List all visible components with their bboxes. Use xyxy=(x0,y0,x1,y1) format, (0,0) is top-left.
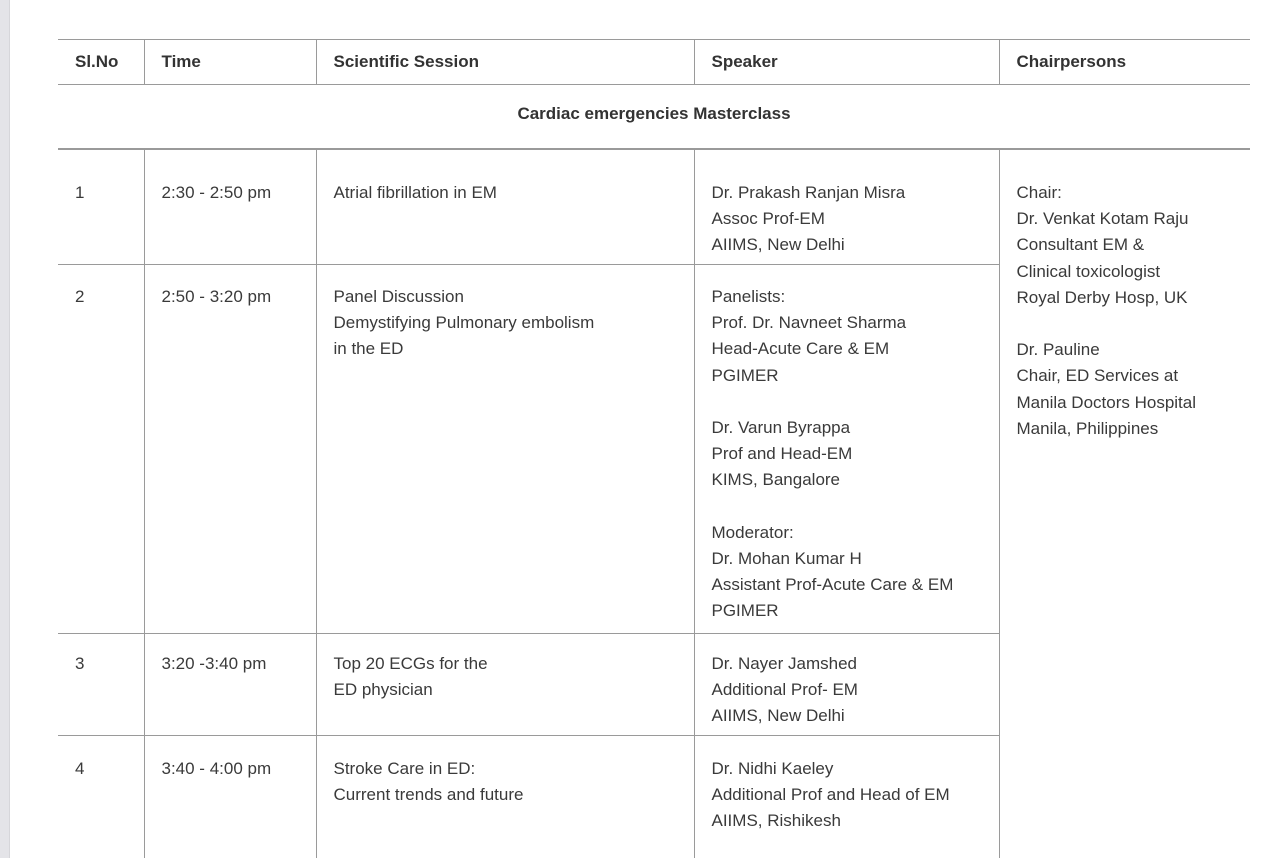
speaker-line: AIIMS, New Delhi xyxy=(711,706,845,726)
speaker-line: Moderator: xyxy=(711,522,794,542)
slno-value: 4 xyxy=(75,759,85,778)
slno-value: 1 xyxy=(75,183,85,202)
chair-line: Manila Doctors Hospital xyxy=(1016,392,1197,412)
speaker-line: Dr. Mohan Kumar H xyxy=(711,549,862,568)
time-cell xyxy=(144,265,316,634)
session-line: ED physician xyxy=(333,680,433,700)
speaker-line: AIIMS, Rishikesh xyxy=(711,811,841,831)
session-cell xyxy=(316,634,694,736)
slno-cell xyxy=(58,149,144,265)
speaker-line: Prof and Head-EM xyxy=(711,444,853,464)
speaker-line: Panelists: xyxy=(711,287,786,306)
speaker-cell xyxy=(694,736,999,858)
chair-line: Consultant EM & xyxy=(1016,235,1145,255)
session-line: Top 20 ECGs for the xyxy=(333,654,488,673)
slno-value: 2 xyxy=(75,287,85,306)
time-value: 2:50 - 3:20 pm xyxy=(161,287,272,306)
header-chairpersons: Chairpersons xyxy=(999,40,1250,85)
session-cell xyxy=(316,736,694,858)
speaker-line: AIIMS, New Delhi xyxy=(711,235,845,255)
speaker-cell xyxy=(694,149,999,265)
section-row xyxy=(58,85,1250,150)
time-value: 2:30 - 2:50 pm xyxy=(161,183,272,202)
speaker-line: Dr. Nayer Jamshed xyxy=(711,654,857,673)
chairpersons-cell xyxy=(999,149,1250,858)
header-row xyxy=(58,40,1250,85)
speaker-cell xyxy=(694,634,999,736)
chair-gap xyxy=(1017,311,1243,337)
time-cell xyxy=(144,149,316,265)
session-line: Panel Discussion xyxy=(333,287,464,306)
speaker-line: Dr. Prakash Ranjan Misra xyxy=(711,183,906,202)
slno-cell xyxy=(58,736,144,858)
window-left-edge xyxy=(0,0,10,858)
chair-line: Chair, ED Services at xyxy=(1016,366,1179,386)
chair-line: Dr. Pauline xyxy=(1016,340,1100,360)
session-line: Current trends and future xyxy=(333,785,524,805)
header-slno: Sl.No xyxy=(58,40,144,85)
speaker-line: Assoc Prof-EM xyxy=(711,209,825,229)
schedule-table xyxy=(58,39,1250,858)
time-cell xyxy=(144,634,316,736)
header-speaker: Speaker xyxy=(694,40,999,85)
speaker-gap xyxy=(712,494,991,520)
header-session: Scientific Session xyxy=(316,40,694,85)
session-line: Demystifying Pulmonary embolism xyxy=(333,313,595,333)
time-value: 3:40 - 4:00 pm xyxy=(161,759,272,778)
header-time: Time xyxy=(144,40,316,85)
speaker-line: Dr. Varun Byrappa xyxy=(711,418,851,437)
speaker-line: Additional Prof- EM xyxy=(711,680,858,700)
session-cell xyxy=(316,149,694,265)
speaker-line: Assistant Prof-Acute Care & EM xyxy=(711,575,954,595)
speaker-cell xyxy=(694,265,999,634)
session-line: in the ED xyxy=(333,339,404,359)
chair-line: Clinical toxicologist xyxy=(1016,261,1161,281)
chair-line: Royal Derby Hosp, UK xyxy=(1016,287,1188,307)
slno-cell xyxy=(58,634,144,736)
speaker-line: PGIMER xyxy=(711,601,779,621)
session-line: Atrial fibrillation in EM xyxy=(333,183,497,202)
speaker-line: Additional Prof and Head of EM xyxy=(711,785,950,805)
chair-line: Dr. Venkat Kotam Raju xyxy=(1016,209,1189,229)
chair-line: Chair: xyxy=(1016,183,1062,202)
speaker-line: PGIMER xyxy=(711,365,779,385)
chair-line: Manila, Philippines xyxy=(1016,418,1159,438)
slno-cell xyxy=(58,265,144,634)
speaker-line: KIMS, Bangalore xyxy=(711,470,841,490)
speaker-line: Head-Acute Care & EM xyxy=(711,339,890,359)
section-title: Cardiac emergencies Masterclass xyxy=(58,85,1250,150)
session-cell xyxy=(316,265,694,634)
session-line: Stroke Care in ED: xyxy=(333,759,476,778)
time-cell xyxy=(144,736,316,858)
speaker-gap xyxy=(712,389,991,415)
speaker-line: Dr. Nidhi Kaeley xyxy=(711,759,834,778)
slno-value: 3 xyxy=(75,654,85,673)
speaker-line: Prof. Dr. Navneet Sharma xyxy=(711,313,907,333)
table-row xyxy=(58,149,1250,265)
time-value: 3:20 -3:40 pm xyxy=(161,654,267,673)
